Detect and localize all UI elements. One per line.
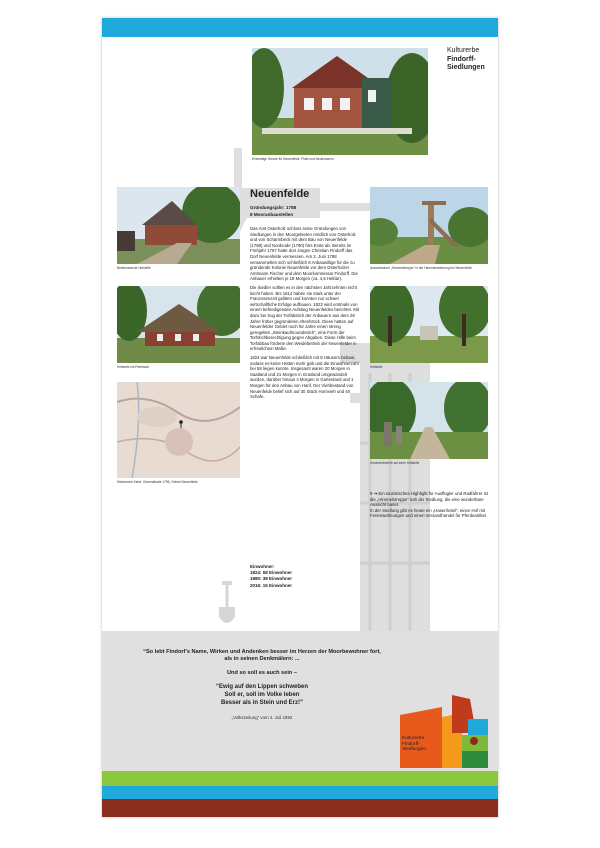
residents-entry: 2016: 15 Einwohner	[250, 582, 293, 588]
quote-line: Besser als in Stein und Erz!”	[220, 700, 304, 706]
site-count: 8 Mooranbaustellen	[250, 212, 294, 217]
logo-text	[402, 736, 426, 753]
residents-entry: 1824: 58 Einwohner	[250, 570, 293, 576]
quote-line: “So lebt Findorf’s Name, Wirken und Andenken besser im Herzen der Moorbewohner fort,	[143, 649, 381, 655]
photo-historic-map	[117, 382, 240, 478]
logo-line-3: Siedlungen	[402, 747, 427, 753]
quote-line: “Ewig auf den Lippen schweben	[215, 684, 308, 690]
article-body	[250, 226, 360, 403]
article-paragraph: Die Siedler sollten es in den nächsten Jahrzehnten nicht leicht haben. Bis 1814 haben sie stark unter der Franzosenzeit gelitten und konnten nur schwer wirtschaftliche Erfolge aufbauen. 1822 wird erstmals von einem befriedigenden Aufstieg Neuenfeldes berichtet. Mit dazu bei trug der Torfabstich der Anbauern aus dem 28 Jahre früher gegründeten Altenbrück. Diese hatten auf Neuenfelder Gebiet noch für Jahre einen streng geregelten „Weinkaufmoorabstich“, eine Form der Torfstichberechtigung gegen Abgaben. Diese Hilfe beim Torfabbau förderte den Weidebetrieb der Neuenfelder in erfreulichem Maße.	[250, 284, 359, 352]
caption-right-farmstead: Hofstelle	[370, 365, 383, 369]
brand-line-2: Findorff-	[447, 55, 476, 63]
brand-line-1: Kulturerbe	[447, 47, 480, 54]
band-green	[102, 771, 498, 786]
right-column-text	[370, 491, 488, 519]
quote-line: Und so soll es auch sein –	[227, 670, 297, 676]
founding-year: Gründungsjahr: 1788	[250, 205, 297, 210]
article-title: Neuenfelde	[250, 188, 310, 200]
info-panel	[102, 18, 498, 817]
photo-right-farmstead	[370, 286, 488, 363]
photo-school-building	[252, 48, 428, 155]
caption-school-building: Ehemalige Schule für Neuenfelde, Plate und Neuenkamm	[252, 157, 334, 161]
article-founding-info	[250, 204, 296, 218]
quote-line: als in seinen Denkmälern: ...	[224, 656, 300, 662]
top-color-bar	[102, 18, 498, 37]
right-paragraph: In der Siedlung gibt es heute ein „Hasenhotel“, einen Hof mit Ferienwohnungen und einen Versandhandel für Pferdeartikel.	[370, 507, 488, 519]
caption-historic-map: Historische Karte: Generalkarte 1796, Gebiet Neuenfelde	[117, 480, 198, 484]
caption-left-thatched-house: Hofstelle mit Reetdach	[117, 365, 150, 369]
photo-right-business	[370, 382, 488, 459]
residents-entry: 1880: 38 Einwohner	[250, 576, 293, 582]
caption-left-farmhouse: Beidersarsche Hofstelle	[117, 266, 151, 270]
brand-line-3: Siedlungen	[447, 64, 485, 71]
band-blue	[102, 786, 498, 799]
article-paragraph: 1824 war Neuenfelde schließlich mit 8 Häusern bebaut, sodass es keine Hütten mehr gab und die Einwohnerzahl bei 58 liegen konnte. Insgesamt waren 20 Morgen in Saatland und 21 Morgen in Grasland umgewandelt worden, darüber hinaus 4 Morgen in Gartenland und 1 Morgen für den Anbau von Hanf. Der Viehbestand von Neuenfelde belief sich auf 30 Stück Hornvieh und 40 Schafe.	[250, 355, 359, 400]
logo-line-2: Findorff-	[402, 741, 420, 747]
band-brown	[102, 799, 498, 817]
kulturerbe-logo-icon	[400, 695, 488, 768]
caption-right-lookout-tower: Aussichtsturm „Himmelstreppe“ in der Hammeniederung bei Neuenfelde	[370, 266, 472, 270]
caption-right-business: Gewerbebetrieb auf einer Hofstelle	[370, 461, 420, 465]
photo-right-lookout-tower	[370, 187, 488, 264]
photo-left-thatched-house	[117, 286, 240, 363]
residents-block	[250, 564, 292, 589]
photo-left-farmhouse	[117, 187, 240, 264]
article-paragraph: Das Amt Osterholz schloss seine Gründungen von Siedlungen in den Moorgebieten nördlich von Osterholz und von Scharmbeck mit dem Bau von Neuenfelde (1788) und Nordsode (1790) fürs Erste ab. Bereits im Frühjahr 1787 hatte dort Jürgen Christian Findorff das Dorf Neuenfelde vermessen. Am 2. Juni 1788 versammelten sich schließlich 8 Anbauwillige für die zu gründende Kolonie Neuenfelde vor dem Osterholzer Amtmann Fischer und dem Moorkommissar Findorff. Die Anbauer erhielten je 18 Morgen (ca. 4,5 Hektar).	[250, 226, 358, 282]
quote-source: „Volkszeitung“ vom 4. Juli 1892	[231, 715, 293, 720]
residents-label: Einwohner:	[250, 564, 275, 569]
shovel-icon	[216, 581, 238, 629]
logo-line-1: Kulturerbe	[402, 736, 425, 741]
brand-title	[447, 47, 485, 73]
quote-line: Soll er, soll im Volke leben	[224, 692, 300, 698]
right-paragraph: 9 ➔ Ein touristisches Highlight für Ausflügler und Radfahrer ist die „Himmelstreppe“ nah der Siedlung, die eine wunderbare Aussicht bietet.	[370, 491, 489, 508]
